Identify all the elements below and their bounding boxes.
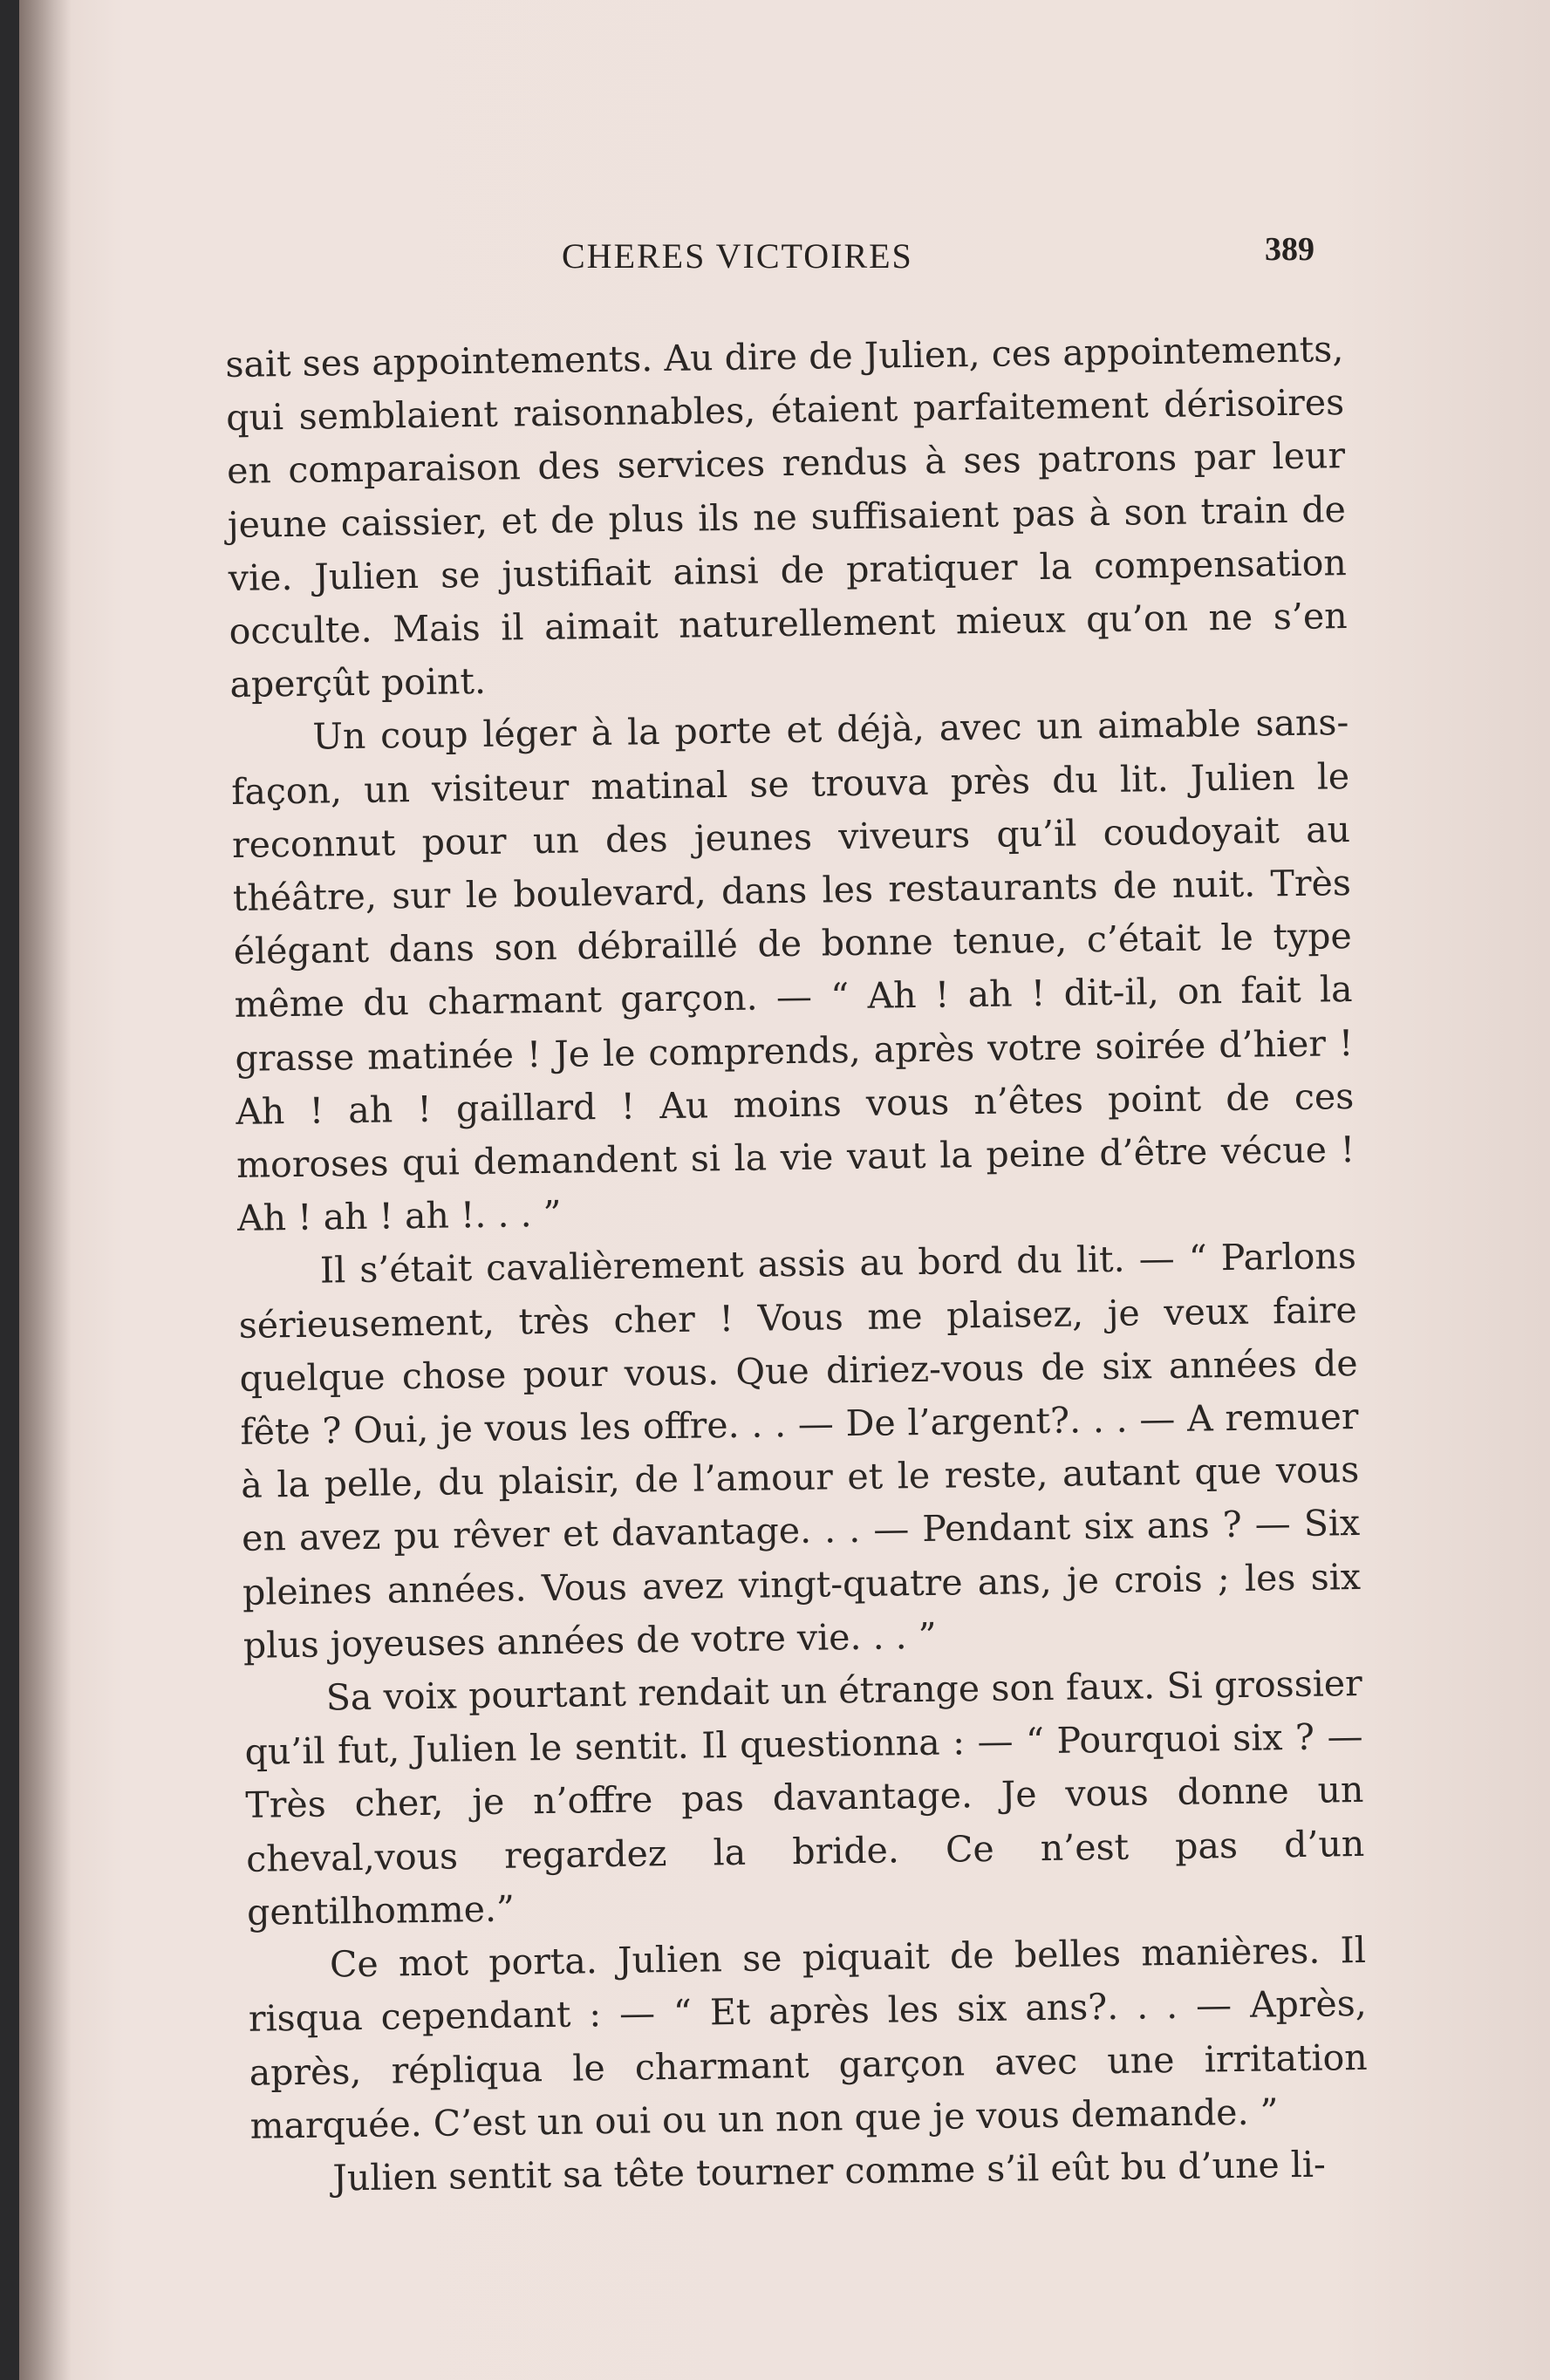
paragraph: Il s’était cavalièrement assis au bord du lit. — “ Parlons sérieusement, très cher ! Vous me plaisez, je veux faire quelque chose pour vous. Que diriez-vous de six années de fête ? Oui, je vous les offre. . . — De l’argent?. . . — A remuer à la pelle, du plaisir, de l’amour et le reste, autant que vous en avez pu rêver et davantage. . . — Pendant six ans ? — Six pleines années. Vous avez vingt-quatre ans, je crois ; les six plus joyeuses années de votre vie. . . ” [238,1235,1362,1667]
paragraph: Sa voix pourtant rendait un étrange son faux. Si grossier qu’il fut, Julien le sentit. Il questionna : — “ Pourquoi six ? — Très cher, je n’offre pas davantage. Je vous donne un cheval,vous regardez la bride. Ce n’est pas d’un gentilhomme.” [244,1662,1365,1933]
paragraph: Julien sentit sa tête tourner comme s’il eût bu d’une li- [332,2143,1327,2199]
paragraph: Un coup léger à la porte et déjà, avec un aimable sans-façon, un visiteur matinal se trouva près du lit. Julien le reconnut pour un des jeunes viveurs qu’il coudoyait au théâtre, sur le boulevard, dans les restaurants de nuit. Très élégant dans son débraillé de bonne tenue, c’était le type même du charmant garçon. — “ Ah ! ah ! dit-il, on fait la grasse matinée ! Je le comprends, après votre soirée d’hier ! Ah ! ah ! gaillard ! Au moins vous n’êtes point de ces moroses qui demandent si la vie vaut la peine d’être vécue ! Ah ! ah ! ah !. . . ” [230,701,1355,1240]
page-number: 389 [1265,231,1314,268]
paragraph: Ce mot porta. Julien se piquait de belles manières. Il risqua cependant : — “ Et après les six ans?. . . — Après, après, répliqua le charmant garçon avec une irritation marquée. C’est un oui ou un non que je vous demande. ” [248,1929,1368,2147]
paragraph: sait ses appointements. Au dire de Julien, ces appointements, qui semblaient raisonnables, étaient parfaitement dérisoires en comparaison des services rendus à ses patrons par leur jeune caissier, et de plus ils ne suffisaient pas à son train de vie. Julien se justifiait ainsi de pratiquer la compensation occulte. Mais il aimait naturellement mieux qu’on ne s’en aperçût point. [225,328,1348,706]
body-text [225,323,1369,2206]
gutter-shadow [19,0,72,2380]
book-page [19,0,1550,2380]
running-head [19,231,1550,288]
running-title: CHERES VICTOIRES [562,236,913,276]
